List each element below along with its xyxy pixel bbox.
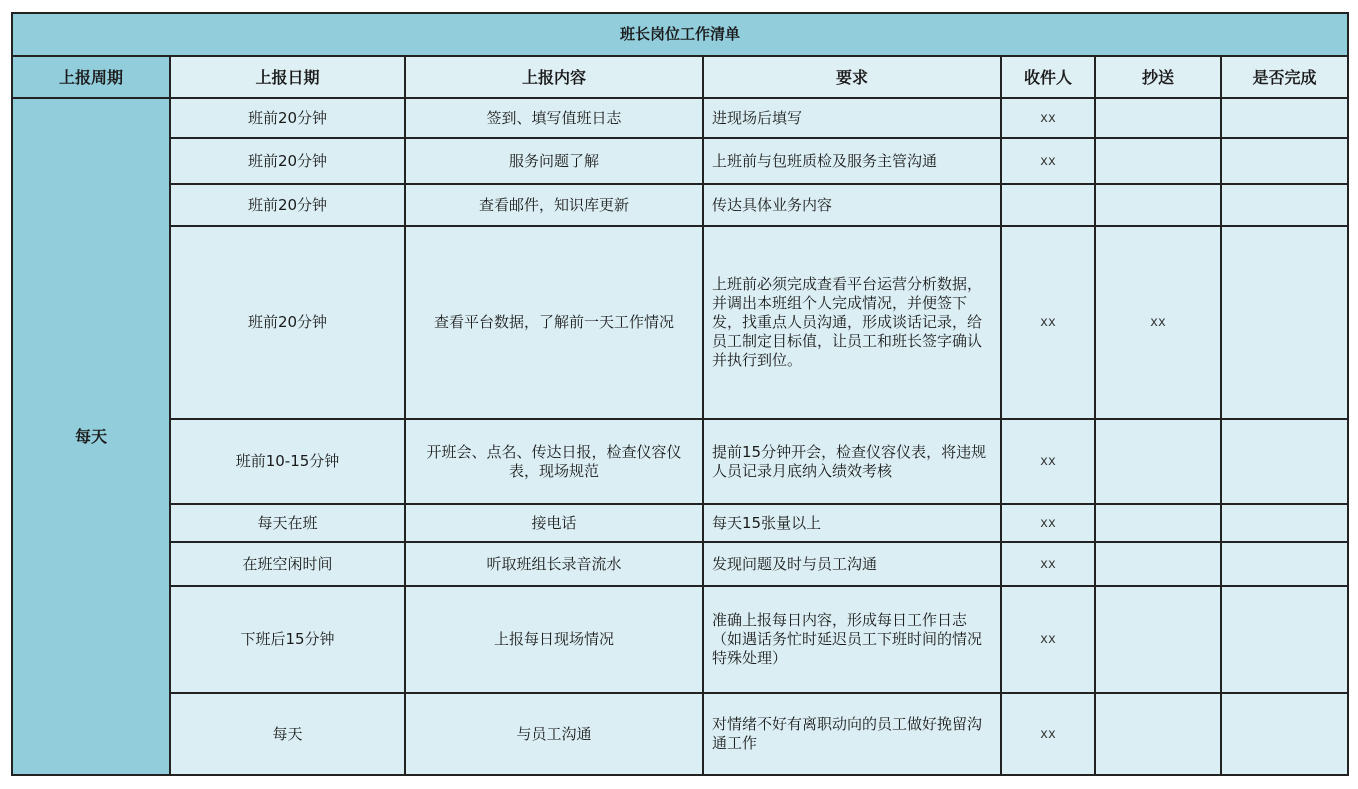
worklist-sheet: [11, 12, 1347, 777]
table-row: [12, 542, 1348, 586]
cc-cell: [1095, 138, 1221, 184]
worklist-table: [11, 12, 1349, 776]
date-cell: 班前20分钟: [170, 98, 405, 138]
title-row: [12, 13, 1348, 56]
requirement-cell: 每天15张量以上: [703, 504, 1001, 542]
cc-cell: [1095, 419, 1221, 504]
cc-cell: [1095, 542, 1221, 586]
recipient-cell: xx: [1001, 693, 1095, 775]
done-cell[interactable]: [1221, 184, 1348, 226]
date-cell: 班前20分钟: [170, 184, 405, 226]
done-cell[interactable]: [1221, 693, 1348, 775]
done-cell[interactable]: [1221, 542, 1348, 586]
recipient-cell: xx: [1001, 504, 1095, 542]
done-cell[interactable]: [1221, 586, 1348, 693]
date-cell: 每天: [170, 693, 405, 775]
content-cell: 查看平台数据，了解前一天工作情况: [405, 226, 703, 419]
recipient-cell: xx: [1001, 138, 1095, 184]
requirement-cell: 传达具体业务内容: [703, 184, 1001, 226]
cc-cell: [1095, 98, 1221, 138]
table-row: [12, 226, 1348, 419]
header-content: 上报内容: [405, 56, 703, 98]
header-requirement: 要求: [703, 56, 1001, 98]
cc-cell: [1095, 504, 1221, 542]
table-row: [12, 98, 1348, 138]
done-cell[interactable]: [1221, 504, 1348, 542]
content-cell: 上报每日现场情况: [405, 586, 703, 693]
cc-cell: [1095, 586, 1221, 693]
recipient-cell: xx: [1001, 542, 1095, 586]
recipient-cell: xx: [1001, 419, 1095, 504]
content-cell: 听取班组长录音流水: [405, 542, 703, 586]
header-recipient: 收件人: [1001, 56, 1095, 98]
header-done: 是否完成: [1221, 56, 1348, 98]
recipient-cell: xx: [1001, 586, 1095, 693]
date-cell: 班前20分钟: [170, 138, 405, 184]
requirement-cell: 发现问题及时与员工沟通: [703, 542, 1001, 586]
date-cell: 下班后15分钟: [170, 586, 405, 693]
done-cell[interactable]: [1221, 98, 1348, 138]
recipient-cell: xx: [1001, 98, 1095, 138]
date-cell: 在班空闲时间: [170, 542, 405, 586]
done-cell[interactable]: [1221, 419, 1348, 504]
cc-cell: [1095, 184, 1221, 226]
content-cell: 接电话: [405, 504, 703, 542]
sheet-title: 班长岗位工作清单: [12, 13, 1348, 56]
recipient-cell: [1001, 184, 1095, 226]
header-row: [12, 56, 1348, 98]
requirement-cell: 上班前必须完成查看平台运营分析数据，并调出本班组个人完成情况，并便签下发，找重点人员沟通，形成谈话记录，给员工制定目标值，让员工和班长签字确认并执行到位。: [703, 226, 1001, 419]
content-cell: 开班会、点名、传达日报，检查仪容仪表，现场规范: [405, 419, 703, 504]
period-cell: 每天: [12, 98, 170, 775]
date-cell: 班前20分钟: [170, 226, 405, 419]
content-cell: 查看邮件，知识库更新: [405, 184, 703, 226]
table-row: [12, 419, 1348, 504]
done-cell[interactable]: [1221, 138, 1348, 184]
content-cell: 签到、填写值班日志: [405, 98, 703, 138]
cc-cell: xx: [1095, 226, 1221, 419]
table-row: [12, 504, 1348, 542]
recipient-cell: xx: [1001, 226, 1095, 419]
header-date: 上报日期: [170, 56, 405, 98]
date-cell: 每天在班: [170, 504, 405, 542]
table-row: [12, 693, 1348, 775]
table-row: [12, 586, 1348, 693]
table-row: [12, 184, 1348, 226]
cc-cell: [1095, 693, 1221, 775]
requirement-cell: 准确上报每日内容，形成每日工作日志（如遇话务忙时延迟员工下班时间的情况特殊处理）: [703, 586, 1001, 693]
requirement-cell: 对情绪不好有离职动向的员工做好挽留沟通工作: [703, 693, 1001, 775]
requirement-cell: 进现场后填写: [703, 98, 1001, 138]
requirement-cell: 提前15分钟开会，检查仪容仪表，将违规人员记录月底纳入绩效考核: [703, 419, 1001, 504]
header-cc: 抄送: [1095, 56, 1221, 98]
header-period: 上报周期: [12, 56, 170, 98]
content-cell: 与员工沟通: [405, 693, 703, 775]
done-cell[interactable]: [1221, 226, 1348, 419]
date-cell: 班前10-15分钟: [170, 419, 405, 504]
table-row: [12, 138, 1348, 184]
content-cell: 服务问题了解: [405, 138, 703, 184]
requirement-cell: 上班前与包班质检及服务主管沟通: [703, 138, 1001, 184]
